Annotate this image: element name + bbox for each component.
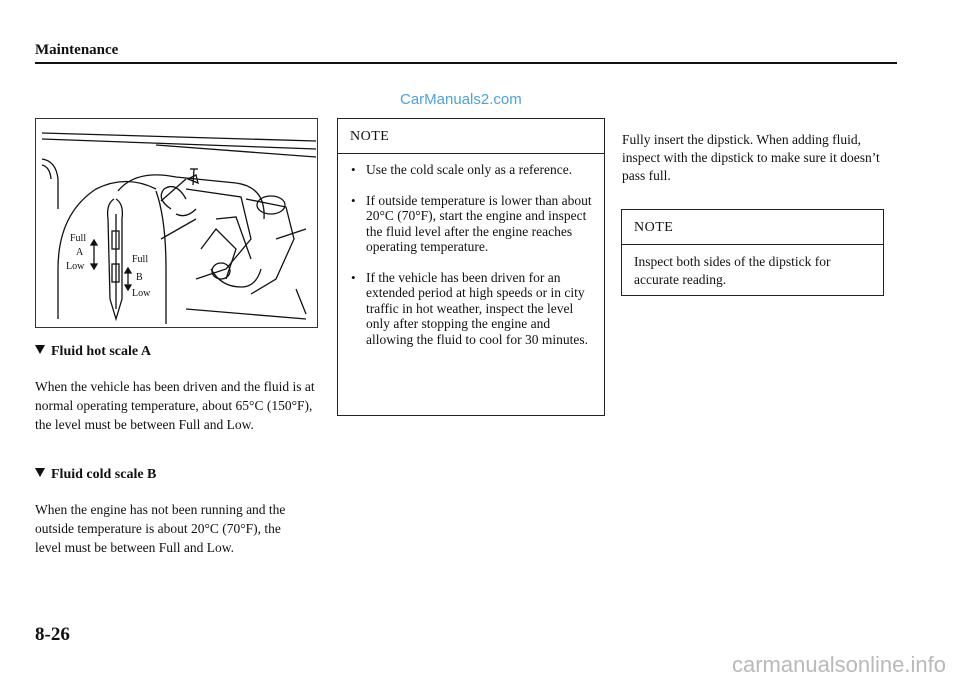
- note-item: • If outside temperature is lower than about 20°C (70°F), start the engine and inspect the fluid level after the engine reaches operating temperature.: [366, 193, 594, 255]
- cold-scale-text: When the engine has not been running and the outside temperature is about 20°C (70°F), the level must be between Full and Low.: [35, 502, 286, 555]
- engine-bay-drawing: [36, 119, 318, 328]
- watermark-bottom[interactable]: carmanualsonline.info: [731, 652, 946, 677]
- dipstick-instruction: Fully insert the dipstick. When adding fluid, inspect with the dipstick to make sure it doesn’t pass full.: [622, 132, 880, 183]
- header-rule: [35, 62, 897, 64]
- dipstick-illustration: [35, 118, 318, 328]
- hot-scale-text: When the vehicle has been driven and the fluid is at normal operating temperature, about 65°C (150°F), the level must be between Full and Low.: [35, 379, 315, 432]
- label-full-b: Full: [132, 254, 149, 265]
- page-number: 8-26: [35, 624, 70, 645]
- triangle-bullet-icon: [35, 468, 45, 477]
- note-box-right: [621, 209, 884, 296]
- triangle-bullet-icon: [35, 345, 45, 354]
- label-low-a: Low: [66, 261, 85, 272]
- label-low-b: Low: [132, 288, 151, 299]
- note-title: NOTE: [622, 210, 883, 245]
- note-title: NOTE: [338, 119, 604, 154]
- watermark-top[interactable]: CarManuals2.com: [400, 91, 522, 108]
- note-item: • Use the cold scale only as a reference.: [366, 162, 594, 178]
- note-box-middle: [337, 118, 605, 416]
- hot-scale-heading: Fluid hot scale A: [35, 344, 151, 360]
- note-text: Inspect both sides of the dipstick for accurate reading.: [634, 254, 831, 287]
- note-list: [338, 154, 604, 355]
- note-item: • If the vehicle has been driven for an extended period at high speeds or in city traffic in hot weather, inspect the level only after stopping the engine and allowing the fluid to cool for 30 minutes.: [366, 270, 594, 348]
- label-full-a: Full: [70, 233, 87, 244]
- section-title: Maintenance: [35, 42, 119, 58]
- label-a: A: [76, 247, 84, 258]
- label-b: B: [136, 272, 143, 283]
- cold-scale-heading: Fluid cold scale B: [35, 467, 156, 483]
